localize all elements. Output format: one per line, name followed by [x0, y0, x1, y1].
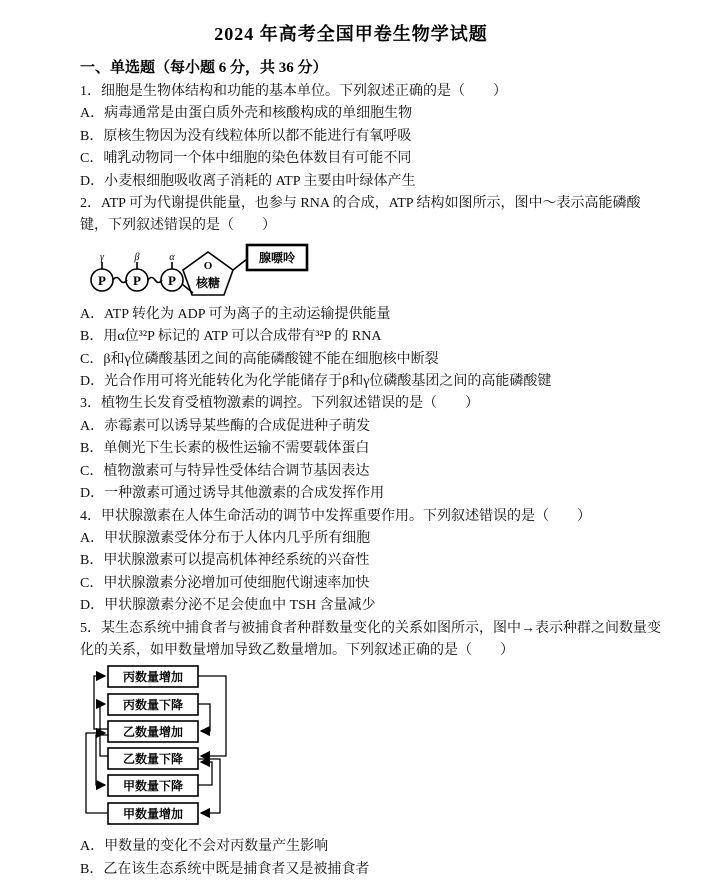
arrow-jia-inc-to-yi-inc [86, 733, 108, 813]
arrow-yi-dec-to-jia-inc [198, 759, 220, 813]
option-c: C．甲状腺激素分泌增加可使细胞代谢速率加快 [80, 575, 370, 591]
phosphate-symbol: P [98, 272, 106, 288]
phosphate-label-beta: β [134, 251, 140, 263]
section-heading: 一、单选题（每小题 6 分，共 36 分） [80, 60, 328, 76]
oxygen-label: O [203, 259, 213, 272]
question-stem: 2．ATP 可为代谢提供能量，也参与 RNA 的合成，ATP 结构如图所示，图中～表示高能磷酸键，下列叙述错误的是（ ） [80, 196, 641, 234]
option-a: A．病毒通常是由蛋白质外壳和核酸构成的单细胞生物 [80, 106, 413, 122]
phosphate-symbol: P [133, 272, 141, 288]
svg-text:甲数量增加: 甲数量增加 [122, 807, 184, 822]
phosphate-label-alpha: α [169, 251, 175, 263]
arrow-yi-inc-to-bing-inc [94, 676, 108, 729]
option-b: B．乙在该生态系统中既是捕食者又是被捕食者 [80, 861, 370, 877]
question-stem: 5．某生态系统中捕食者与被捕食者种群数量变化的关系如图所示，图中→表示种群之间数量变化的关系，如甲数量增加导致乙数量增加。下列叙述正确的是（ ） [80, 620, 661, 658]
flow-box-yi-increase [108, 721, 198, 742]
question-2 [80, 193, 662, 393]
option-c: C．β和γ位磷酸基团之间的高能磷酸键不能在细胞核中断裂 [80, 351, 439, 367]
question-5 [80, 618, 662, 881]
phosphate-symbol: P [168, 272, 176, 288]
option-c: C．植物激素可与特异性受体结合调节基因表达 [80, 463, 370, 479]
option-b: B．单侧光下生长素的极性运输不需要载体蛋白 [80, 441, 370, 457]
svg-text:甲数量下降: 甲数量下降 [122, 779, 184, 794]
question-4 [80, 506, 662, 618]
question-stem: 4．甲状腺激素在人体生命活动的调节中发挥重要作用。下列叙述错误的是（ ） [80, 508, 591, 524]
option-a: A．赤霉素可以诱导某些酶的合成促进种子萌发 [80, 418, 371, 434]
question-stem: 1．细胞是生物体结构和功能的基本单位。下列叙述正确的是（ ） [80, 84, 507, 99]
option-a: A．ATP 转化为 ADP 可为离子的主动运输提供能量 [80, 306, 391, 322]
high-energy-bond [148, 277, 162, 282]
option-d: D．光合作用可将光能转化为化学能储存于β和γ位磷酸基团之间的高能磷酸键 [80, 374, 552, 390]
flow-box-bing-decrease [108, 694, 198, 715]
option-d: D．一种激素可通过诱导其他激素的合成发挥作用 [80, 486, 385, 502]
option-d: D．甲状腺激素分泌不足会使血中 TSH 含量减少 [80, 598, 376, 614]
high-energy-bond [113, 277, 127, 282]
phosphate-label-gamma: γ [100, 251, 104, 263]
arrow-yi-dec-to-bing-dec [100, 704, 108, 756]
arrow-yi-inc-to-jia-dec [96, 735, 108, 785]
flow-box-jia-increase [108, 803, 198, 824]
flow-box-yi-decrease [108, 748, 198, 769]
option-b: B．甲状腺激素可以提高机体神经系统的兴奋性 [80, 553, 370, 569]
option-d: D．小麦根细胞吸收离子消耗的 ATP 主要由叶绿体产生 [80, 173, 416, 189]
ribose-label: 核糖 [195, 275, 221, 290]
exam-title: 2024 年高考全国甲卷生物学试题 [214, 24, 488, 44]
svg-text:乙数量下降: 乙数量下降 [122, 752, 184, 767]
option-c: C．哺乳动物同一个体中细胞的染色体数目有可能不同 [80, 151, 412, 167]
svg-text:丙数量增加: 丙数量增加 [122, 670, 184, 685]
population-flow-diagram [80, 664, 662, 834]
arrow-jia-dec-to-yi-dec [198, 762, 212, 785]
arrow-bing-inc-to-yi-dec [198, 676, 226, 756]
arrow-bing-dec-to-yi-inc [198, 704, 210, 731]
option-b: B．用α位³²P 标记的 ATP 可以合成带有³²P 的 RNA [80, 329, 382, 345]
option-a: A．甲数量的变化不会对丙数量产生影响 [80, 839, 329, 855]
question-stem: 3．植物生长发育受植物激素的调控。下列叙述错误的是（ ） [80, 396, 479, 412]
adenine-label: 腺嘌呤 [258, 250, 296, 265]
question-1 [80, 81, 662, 193]
question-3 [80, 393, 662, 505]
option-a: A．甲状腺激素受体分布于人体内几乎所有细胞 [80, 530, 371, 546]
svg-text:丙数量下降: 丙数量下降 [122, 698, 184, 713]
flow-box-bing-increase [108, 666, 198, 687]
option-b: B．原核生物因为没有线粒体所以都不能进行有氧呼吸 [80, 128, 412, 144]
atp-structure-diagram [80, 240, 662, 304]
flow-box-jia-decrease [108, 775, 198, 796]
svg-text:乙数量增加: 乙数量增加 [122, 725, 184, 740]
